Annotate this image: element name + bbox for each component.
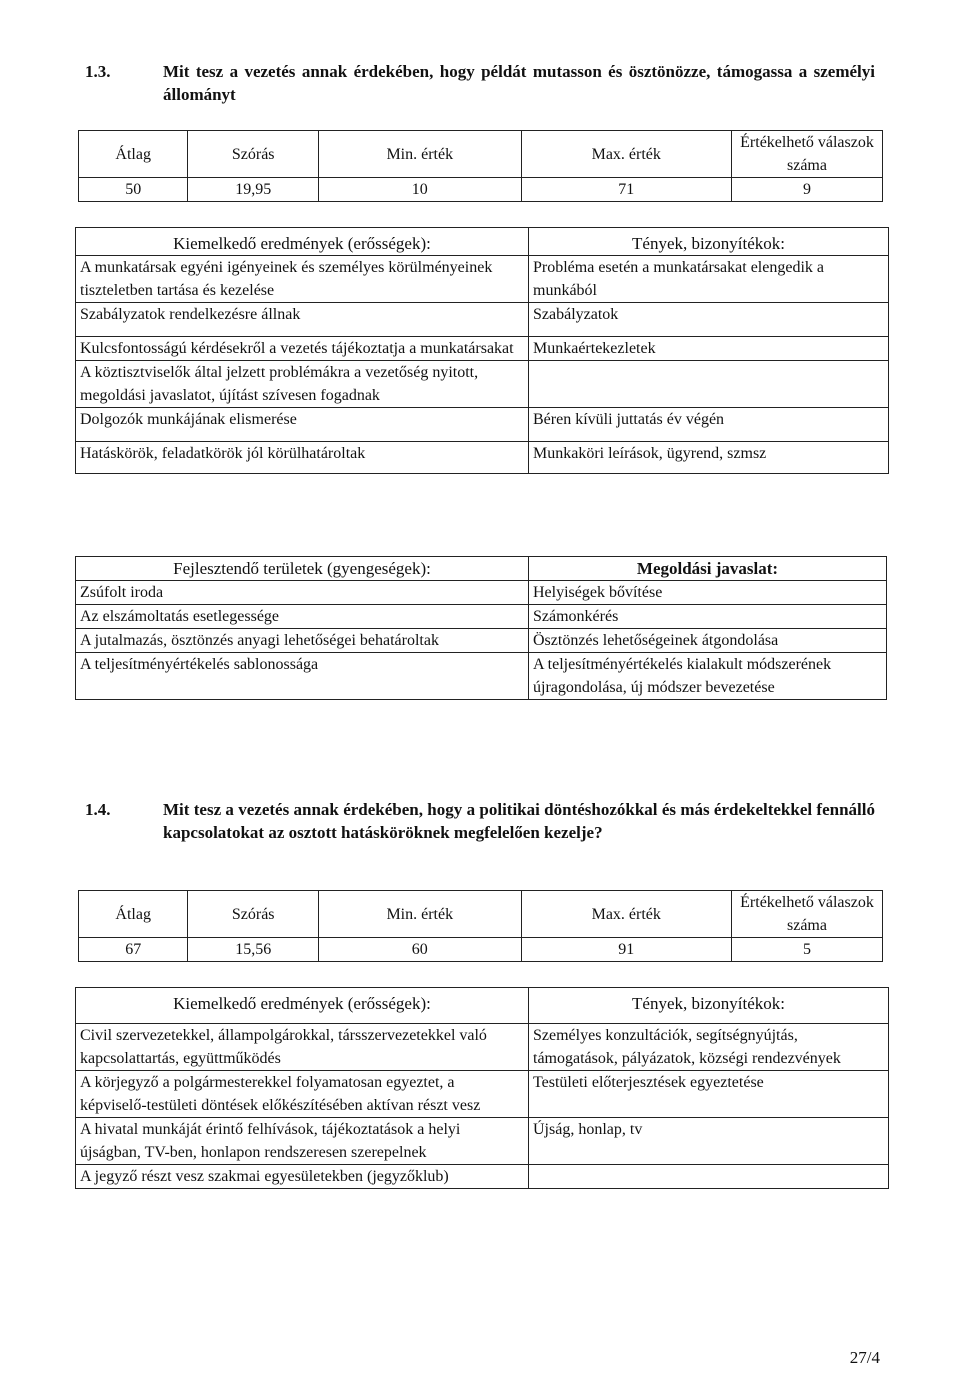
stats-table [78,130,883,202]
improvement-item: A teljesítményértékelés sablonossága [76,653,529,700]
solution-item: A teljesítményértékelés kialakult módszerének újragondolása, új módszer bevezetése [529,653,887,700]
stats-value-max: 71 [521,178,731,202]
strength-item: Dolgozók munkájának elismerése [76,408,529,442]
stats-value-avg: 50 [79,178,188,202]
stats-header-avg: Átlag [79,891,188,938]
section-title: Mit tesz a vezetés annak érdekében, hogy a politikai döntéshozókkal és más érdekeltekkel fennálló kapcsolatokat az osztott hatásköröknek megfelelően kezelje? [163,800,875,842]
evidence-item: Szabályzatok [529,303,889,337]
evidence-item: Munkaértekezletek [529,337,889,361]
stats-value-std: 19,95 [188,178,319,202]
strength-item: Hatáskörök, feladatkörök jól körülhatároltak [76,442,529,474]
stats-header-std: Szórás [188,131,319,178]
strengths-header: Kiemelkedő eredmények (erősségek): [76,988,529,1024]
improvement-item: Az elszámoltatás esetlegessége [76,605,529,629]
stats-value-min: 10 [319,178,521,202]
evidence-item: Újság, honlap, tv [529,1118,889,1165]
stats-value-avg: 67 [79,938,188,962]
evidence-item [529,361,889,408]
strengths-header: Kiemelkedő eredmények (erősségek): [76,228,529,256]
stats-header-min: Min. érték [319,891,521,938]
page-number: 27/4 [849,1348,880,1367]
stats-header-count: Értékelhető válaszok száma [732,891,883,938]
evidence-item: Béren kívüli juttatás év végén [529,408,889,442]
stats-value-count: 5 [732,938,883,962]
section-1-4-heading [85,798,880,868]
strength-item: A munkatársak egyéni igényeinek és személyes körülményeinek tiszteletben tartása és kezelése [76,256,529,303]
stats-value-max: 91 [521,938,731,962]
stats-header-max: Max. érték [521,131,731,178]
stats-value-count: 9 [732,178,883,202]
evidence-header: Tények, bizonyítékok: [529,988,889,1024]
strength-item: A körjegyző a polgármesterekkel folyamatosan egyeztet, a képviselő-testületi döntések előkészítésében aktívan részt vesz [76,1071,529,1118]
improvements-header: Fejlesztendő területek (gyengeségek): [76,557,529,581]
solution-item: Helyiségek bővítése [529,581,887,605]
section-1-3-heading [85,60,880,108]
stats-table [78,890,883,962]
section-number: 1.4. [85,800,111,819]
stats-header-std: Szórás [188,891,319,938]
strengths-table [75,227,889,474]
strength-item: A jegyző részt vesz szakmai egyesületekben (jegyzőklub) [76,1165,529,1189]
strength-item: Szabályzatok rendelkezésre állnak [76,303,529,337]
solutions-header: Megoldási javaslat: [529,557,887,581]
improvement-item: A jutalmazás, ösztönzés anyagi lehetőségei behatároltak [76,629,529,653]
stats-value-min: 60 [319,938,521,962]
evidence-item: Munkaköri leírások, ügyrend, szmsz [529,442,889,474]
solution-item: Ösztönzés lehetőségeinek átgondolása [529,629,887,653]
improvements-table [75,556,887,700]
strength-item: Civil szervezetekkel, állampolgárokkal, társszervezetekkel való kapcsolattartás, együttműködés [76,1024,529,1071]
stats-header-count: Értékelhető válaszok száma [732,131,883,178]
evidence-item: Probléma esetén a munkatársakat elengedik a munkából [529,256,889,303]
strength-item: Kulcsfontosságú kérdésekről a vezetés tájékoztatja a munkatársakat [76,337,529,361]
strength-item: A hivatal munkáját érintő felhívások, tájékoztatások a helyi újságban, TV-ben, honlapon rendszeresen szerepelnek [76,1118,529,1165]
evidence-item: Testületi előterjesztések egyeztetése [529,1071,889,1118]
solution-item: Számonkérés [529,605,887,629]
stats-header-avg: Átlag [79,131,188,178]
evidence-header: Tények, bizonyítékok: [529,228,889,256]
strengths-table [75,987,889,1189]
section-title: Mit tesz a vezetés annak érdekében, hogy példát mutasson és ösztönözze, támogassa a személyi állományt [163,62,875,104]
evidence-item [529,1165,889,1189]
strength-item: A köztisztviselők által jelzett problémákra a vezetőség nyitott, megoldási javaslatot, újítást szívesen fogadnak [76,361,529,408]
stats-header-max: Max. érték [521,891,731,938]
stats-header-min: Min. érték [319,131,521,178]
section-number: 1.3. [85,62,111,81]
stats-value-std: 15,56 [188,938,319,962]
evidence-item: Személyes konzultációk, segítségnyújtás, támogatások, pályázatok, községi rendezvények [529,1024,889,1071]
improvement-item: Zsúfolt iroda [76,581,529,605]
